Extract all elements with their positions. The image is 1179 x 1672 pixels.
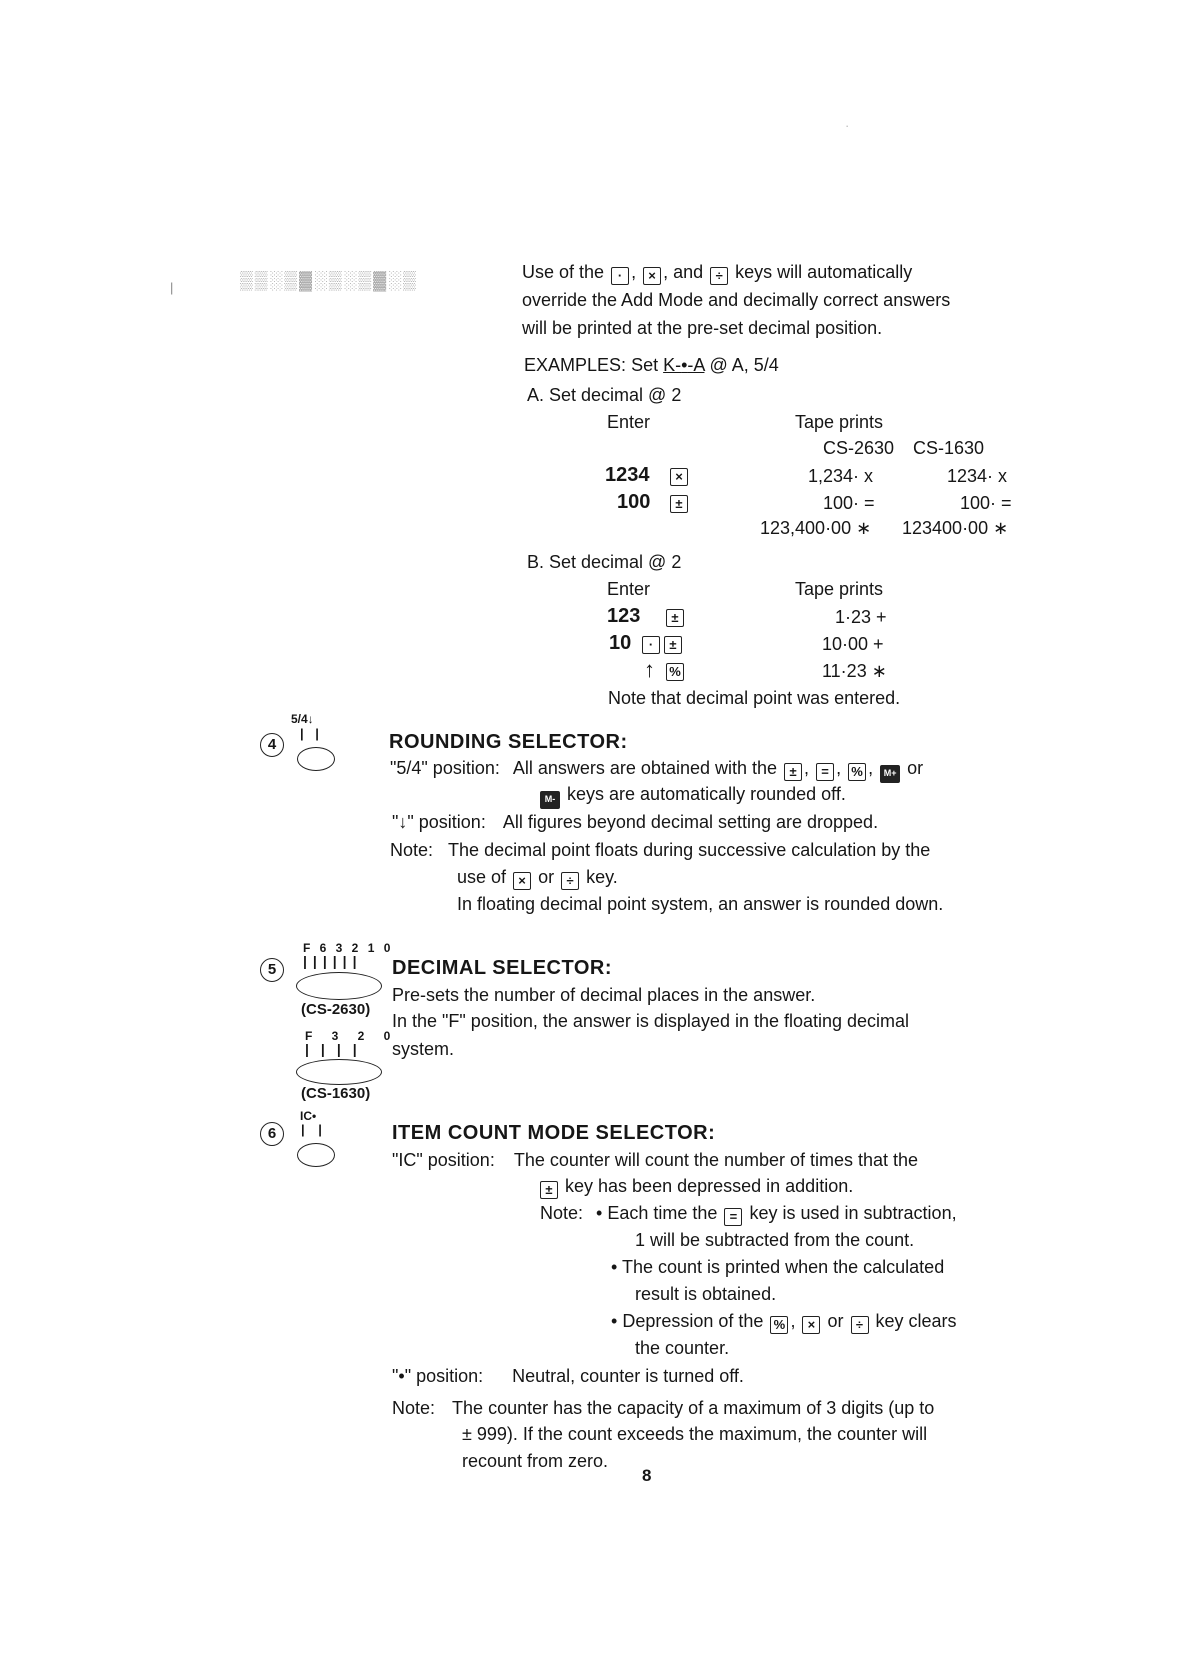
decimal-line-1: Pre-sets the number of decimal places in the answer. xyxy=(392,985,816,1005)
item-count-bullet-2: • The count is printed when the calculated xyxy=(611,1257,945,1277)
page-number: 8 xyxy=(642,1466,652,1485)
decimal-switch-ticks-cs1630: F 3 2 0 xyxy=(305,1029,399,1043)
percent-key-icon: % xyxy=(770,1316,788,1334)
example-b-tape-label: Tape prints xyxy=(795,579,884,599)
example-a-model-2: CS-1630 xyxy=(913,438,985,458)
example-a-enter-label: Enter xyxy=(607,412,651,432)
rounding-note-line-2: use of × or ÷ key. xyxy=(457,867,618,888)
example-b-title: B. Set decimal @ 2 xyxy=(527,552,682,572)
divide-key-icon: ÷ xyxy=(710,267,728,285)
decimal-switch-ticks-cs2630: F 6 3 2 1 0 xyxy=(303,941,394,955)
section-number-6: 6 xyxy=(260,1122,284,1146)
decimal-model-cs1630: (CS-1630) xyxy=(301,1085,371,1102)
minus-equal-key-icon: = xyxy=(816,763,834,781)
plus-equal-key-icon: ± xyxy=(540,1181,558,1199)
example-a-enter-2: 100 xyxy=(617,491,651,513)
example-a-title: A. Set decimal @ 2 xyxy=(527,385,682,405)
item-count-bullet-2-cont: result is obtained. xyxy=(635,1284,777,1304)
divide-key-icon: ÷ xyxy=(561,872,579,890)
item-count-switch-icon xyxy=(297,1143,335,1167)
m-plus-key-icon: M+ xyxy=(880,765,900,783)
example-b-note: Note that decimal point was entered. xyxy=(608,688,901,708)
rounding-switch-ticks: | | xyxy=(300,726,323,741)
example-a-tape-1-cs2630: 1,234· x xyxy=(808,466,874,486)
item-count-bullet-3: • Depression of the % , × or ÷ key clears xyxy=(611,1311,957,1332)
item-count-ic-position: "IC" position: The counter will count the number of times that the xyxy=(392,1150,919,1170)
multiply-key-icon: × xyxy=(802,1316,820,1334)
intro-line-2: override the Add Mode and decimally correct answers xyxy=(522,290,951,310)
item-count-bullet-1-cont: 1 will be subtracted from the count. xyxy=(635,1230,915,1250)
intro-line-3: will be printed at the pre-set decimal position. xyxy=(522,318,883,338)
item-count-bullet-3-cont: the counter. xyxy=(635,1338,730,1358)
example-a-model-1: CS-2630 xyxy=(823,438,895,458)
item-count-final-note-line-1: Note: The counter has the capacity of a maximum of 3 digits (up to xyxy=(392,1398,935,1418)
rounding-switch-label: 5/4↓ xyxy=(291,712,314,726)
section-number-5: 5 xyxy=(260,958,284,982)
minus-equal-key-icon: = xyxy=(724,1208,742,1226)
rounding-54-position-cont: M- keys are automatically rounded off. xyxy=(538,784,846,809)
item-count-dot-position: "•" position: Neutral, counter is turned off. xyxy=(392,1366,744,1386)
point-key-icon: · xyxy=(611,267,629,285)
example-b-tape-3: 11·23 ∗ xyxy=(822,661,887,681)
plus-equal-key-icon: ± xyxy=(666,609,684,627)
item-count-ic-line-2: ± key has been depressed in addition. xyxy=(538,1176,853,1199)
example-a-tape-3-cs1630: 123400·00 ∗ xyxy=(902,518,1009,538)
rounding-54-position: "5/4" position: All answers are obtained with the ± , = , % , M+ or xyxy=(390,758,923,783)
rounding-down-position: "↓" position: All figures beyond decimal setting are dropped. xyxy=(392,812,879,832)
example-b-enter-label: Enter xyxy=(607,579,651,599)
percent-key-icon: % xyxy=(848,763,866,781)
example-b-enter-2: 10 xyxy=(609,632,632,654)
examples-line: EXAMPLES: Set K-•-A @ A, 5/4 xyxy=(524,355,779,375)
decimal-model-cs2630: (CS-2630) xyxy=(301,1001,371,1018)
decimal-heading: DECIMAL SELECTOR: xyxy=(392,957,612,979)
example-a-tape-3-cs2630: 123,400·00 ∗ xyxy=(760,518,872,538)
speck: · xyxy=(845,118,850,133)
multiply-key-icon: × xyxy=(643,267,661,285)
point-key-icon: · xyxy=(642,636,660,654)
decimal-line-3: system. xyxy=(392,1039,455,1059)
plus-equal-key-icon: ± xyxy=(670,495,688,513)
item-count-switch-ticks: | | xyxy=(301,1122,327,1137)
decimal-switch-cs2630-icon xyxy=(296,972,382,1000)
item-count-switch-label: IC• xyxy=(300,1109,317,1123)
example-a-enter-1: 1234 xyxy=(605,464,650,486)
multiply-key-icon: × xyxy=(513,872,531,890)
rounding-heading: ROUNDING SELECTOR: xyxy=(389,731,628,753)
intro-line-1: Use of the · , × , and ÷ keys will automatically xyxy=(522,262,913,283)
example-a-tape-label: Tape prints xyxy=(795,412,884,432)
up-arrow-icon: ↑ xyxy=(644,657,655,682)
m-minus-key-icon: M- xyxy=(540,791,560,809)
decimal-switch-tick-marks: |||||| xyxy=(303,953,363,969)
margin-mark: | xyxy=(170,280,174,295)
rounding-note-line-1: Note: The decimal point floats during successive calculation by the xyxy=(390,840,931,860)
decimal-line-2: In the "F" position, the answer is displayed in the floating decimal xyxy=(392,1011,910,1031)
example-b-tape-1: 1·23 + xyxy=(835,607,887,627)
example-a-tape-2-cs2630: 100· = xyxy=(823,493,875,513)
example-b-tape-2: 10·00 + xyxy=(822,634,884,654)
item-count-bullet-1: Note: • Each time the = key is used in subtraction, xyxy=(540,1203,957,1224)
example-a-tape-2-cs1630: 100· = xyxy=(960,493,1012,513)
divide-key-icon: ÷ xyxy=(851,1316,869,1334)
example-b-enter-1: 123 xyxy=(607,605,641,627)
multiply-key-icon: × xyxy=(670,468,688,486)
bleed-through-smudge: ▒▒░▒▓░▒░▒▓░▒ xyxy=(240,270,418,290)
decimal-switch-1630-tick-marks: |||| xyxy=(305,1041,369,1057)
plus-equal-key-icon: ± xyxy=(784,763,802,781)
item-count-heading: ITEM COUNT MODE SELECTOR: xyxy=(392,1122,716,1144)
percent-key-icon: % xyxy=(666,663,684,681)
rounding-switch-icon xyxy=(297,747,335,771)
decimal-switch-cs1630-icon xyxy=(296,1059,382,1085)
section-number-4: 4 xyxy=(260,733,284,757)
rounding-note-line-3: In floating decimal point system, an answer is rounded down. xyxy=(457,894,944,914)
example-a-tape-1-cs1630: 1234· x xyxy=(947,466,1008,486)
item-count-final-note-line-3: recount from zero. xyxy=(462,1451,609,1471)
plus-equal-key-icon: ± xyxy=(664,636,682,654)
item-count-final-note-line-2: ± 999). If the count exceeds the maximum, the counter will xyxy=(462,1424,928,1444)
